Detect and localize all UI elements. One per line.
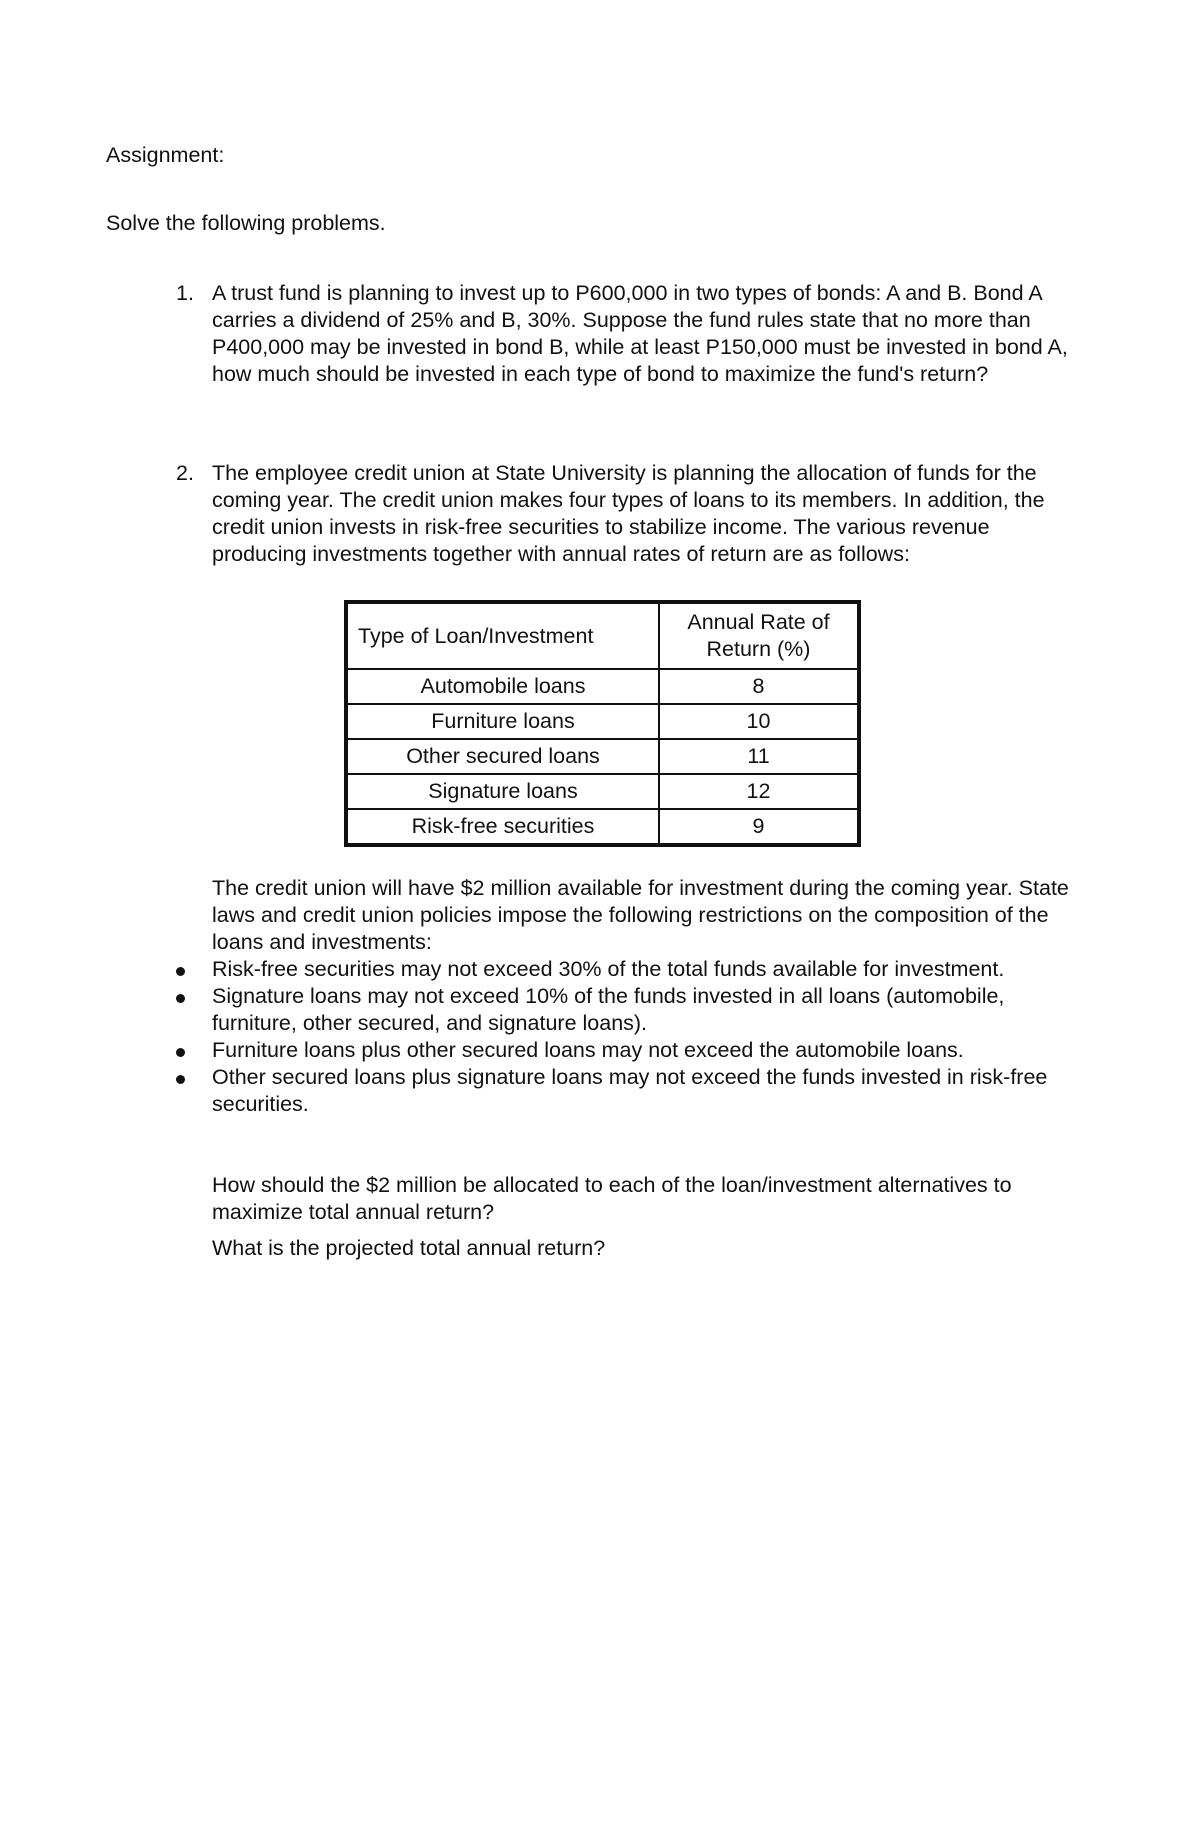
row-rate: 11 <box>659 739 858 774</box>
bullet-icon <box>176 1075 185 1084</box>
header-rate: Annual Rate of Return (%) <box>659 603 858 669</box>
problem-1-text: A trust fund is planning to invest up to P600,000 in two types of bonds: A and B. Bond A carries a dividend of 25% and B, 30%. Suppose the fund rules state that no more than P400,000 may be invested in bond B, while at least P150,000 must be invested in bond A, how much should be invested in each type of bond to maximize the fund's return? <box>212 281 1068 386</box>
row-type: Other secured loans <box>347 739 659 774</box>
table-row <box>347 704 858 739</box>
problem-1-number: 1. <box>176 281 194 305</box>
row-rate: 10 <box>659 704 858 739</box>
instruction-text: Solve the following problems. <box>106 211 386 235</box>
table-row <box>347 739 858 774</box>
row-type: Automobile loans <box>347 669 659 704</box>
table-row <box>347 669 858 704</box>
table-row <box>347 809 858 844</box>
assignment-heading: Assignment: <box>106 143 225 167</box>
restriction-text: Risk-free securities may not exceed 30% of the total funds available for investment. <box>212 957 1005 981</box>
header-type: Type of Loan/Investment <box>347 603 659 669</box>
table-row <box>347 774 858 809</box>
list-item <box>176 983 1076 1037</box>
table-header-row <box>347 603 858 669</box>
after-table-paragraph: The credit union will have $2 million available for investment during the coming year. State laws and credit union policies impose the following restrictions on the composition of the loans and investments: <box>212 876 1069 954</box>
restriction-text: Furniture loans plus other secured loans may not exceed the automobile loans. <box>212 1038 964 1062</box>
bullet-icon <box>176 1048 185 1057</box>
list-item <box>176 1064 1076 1118</box>
row-rate: 12 <box>659 774 858 809</box>
row-type: Signature loans <box>347 774 659 809</box>
problem-2-text: The employee credit union at State University is planning the allocation of funds for the coming year. The credit union makes four types of loans to its members. In addition, the credit union invests in risk-free securities to stabilize income. The various revenue producing investments together with annual rates of return are as follows: <box>212 461 1045 566</box>
question-1: How should the $2 million be allocated to each of the loan/investment alternatives to maximize total annual return? <box>212 1173 1012 1224</box>
problem-2-number: 2. <box>176 461 194 485</box>
restriction-text: Other secured loans plus signature loans may not exceed the funds invested in risk-free securities. <box>212 1065 1048 1116</box>
row-type: Furniture loans <box>347 704 659 739</box>
bullet-icon <box>176 994 185 1003</box>
restriction-text: Signature loans may not exceed 10% of the funds invested in all loans (automobile, furniture, other secured, and signature loans). <box>212 984 1005 1035</box>
rates-table <box>344 600 861 847</box>
row-rate: 8 <box>659 669 858 704</box>
row-rate: 9 <box>659 809 858 844</box>
list-item <box>176 956 1076 983</box>
row-type: Risk-free securities <box>347 809 659 844</box>
bullet-icon <box>176 967 185 976</box>
question-2: What is the projected total annual return? <box>212 1236 606 1260</box>
list-item <box>176 1037 1076 1064</box>
restrictions-list <box>176 956 1076 1118</box>
